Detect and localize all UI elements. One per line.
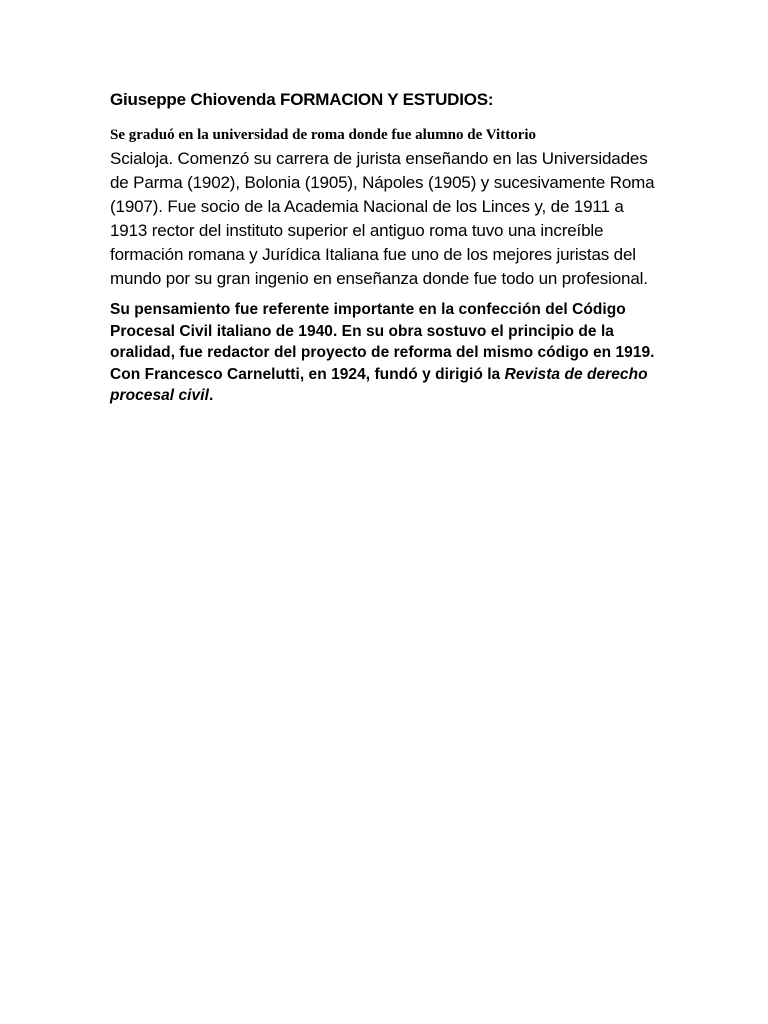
document-title: Giuseppe Chiovenda FORMACION Y ESTUDIOS: — [110, 90, 494, 109]
paragraph-lead-text: Se graduó en la universidad de roma donde fue alumno de Vittorio — [110, 127, 537, 143]
journal-title: Revista de derecho procesal civil — [110, 365, 648, 404]
paragraph-thought-text: Su pensamiento fue referente importante en la confección del Código Procesal Civil italiano de 1940. En su obra sostuvo el principio de la oralidad, fue redactor del proyecto de reforma del mismo código en 1919. Con Francesco Carnelutti, en 1924, fundó y dirigió la — [110, 301, 655, 383]
paragraph-end: . — [208, 387, 214, 404]
paragraph-body-text: Scialoja. Comenzó su carrera de jurista enseñando en las Universidades de Parma (1902), Bolonia (1905), Nápoles (1905) y sucesivamente Roma (1907). Fue socio de la Academia Nacional de los Linces y, de 1911 a 1913 rector del instituto superior el antiguo roma tuvo una increíble formación romana y Jurídica Italiana fue uno de los mejores juristas del mundo por su gran ingenio en enseñanza donde fue todo un profesional. — [110, 149, 655, 288]
paragraph-thought — [110, 299, 658, 407]
document-page — [110, 88, 658, 407]
paragraph-education — [110, 122, 658, 291]
